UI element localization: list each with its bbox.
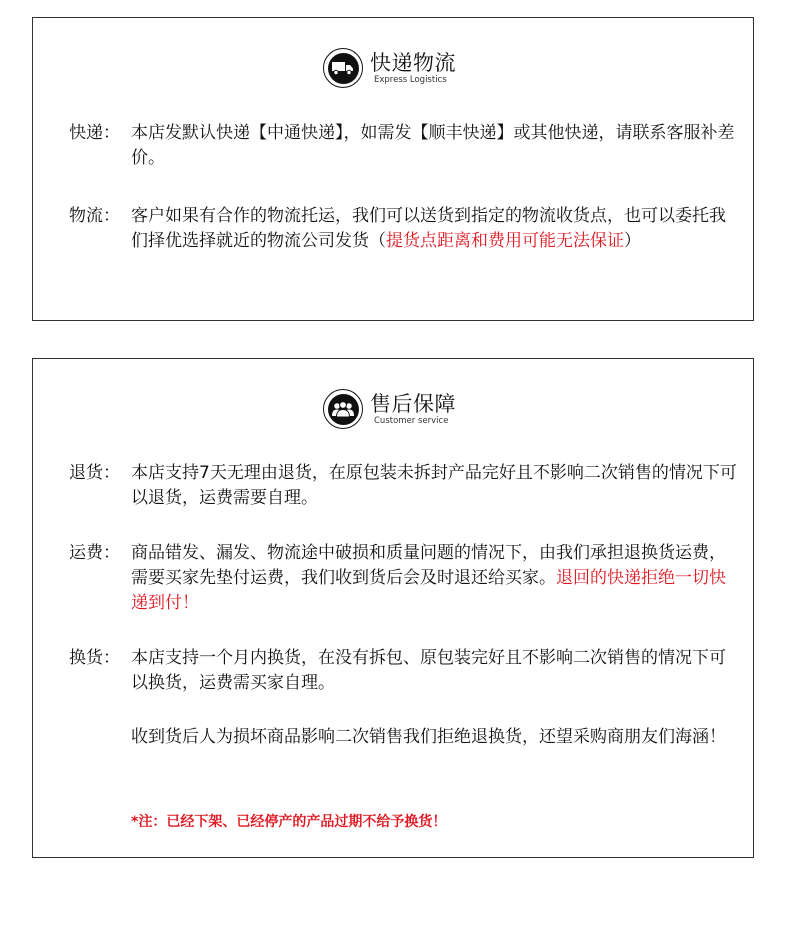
aftersale-title: 售后保障 <box>370 391 456 416</box>
users-icon <box>323 389 363 429</box>
exchange-text: 本店支持一个月内换货，在没有拆包、原包装完好且不影响二次销售的情况下可以换货，运费需买家自理。 <box>131 648 726 693</box>
return-label: 退货： <box>69 463 120 483</box>
exchange-note: *注：已经下架、已经停产的产品过期不给予换货！ <box>131 814 447 830</box>
return-row <box>69 461 739 511</box>
logistics-label: 物流： <box>69 206 120 226</box>
truck-icon <box>323 48 363 88</box>
logistics-text: 客户如果有合作的物流托运，我们可以送货到指定的物流收货点，也可以委托我们择优选择就近的物流公司发货（ <box>131 206 726 251</box>
freight-label: 运费： <box>69 543 120 563</box>
exchange-label: 换货： <box>69 648 120 668</box>
aftersale-header <box>323 389 456 429</box>
shipping-panel <box>32 17 754 321</box>
damage-text: 收到货后人为损坏商品影响二次销售我们拒绝退换货，还望采购商朋友们海涵！ <box>131 727 726 747</box>
logistics-warning: 提货点距离和费用可能无法保证 <box>386 231 624 251</box>
logistics-tail: ） <box>624 231 641 251</box>
damage-row <box>69 725 739 750</box>
shipping-header <box>323 48 456 88</box>
logistics-row <box>69 204 739 254</box>
return-text: 本店支持7天无理由退货，在原包装未拆封产品完好且不影响二次销售的情况下可以退货，运费需要自理。 <box>131 463 737 508</box>
express-label: 快递： <box>69 123 120 143</box>
aftersale-panel <box>32 358 754 858</box>
logistics-body <box>131 204 739 254</box>
express-text: 本店发默认快递【中通快递】，如需发【顺丰快递】或其他快递，请联系客服补差价。 <box>131 123 735 168</box>
damage-label <box>69 725 131 750</box>
freight-text: 商品错发、漏发、物流途中破损和质量问题的情况下，由我们承担退换货运费，需要买家先垫付运费，我们收到货后会及时退还给买家。 <box>131 543 726 588</box>
freight-body <box>131 541 739 616</box>
freight-row <box>69 541 739 616</box>
shipping-subtitle: Express Logistics <box>374 74 447 85</box>
freight-warning: 退回的快递拒绝一切快递到付！ <box>131 568 726 613</box>
express-row <box>69 121 739 171</box>
exchange-row <box>69 646 739 696</box>
shipping-title: 快递物流 <box>370 50 456 75</box>
aftersale-subtitle: Customer service <box>374 415 449 426</box>
